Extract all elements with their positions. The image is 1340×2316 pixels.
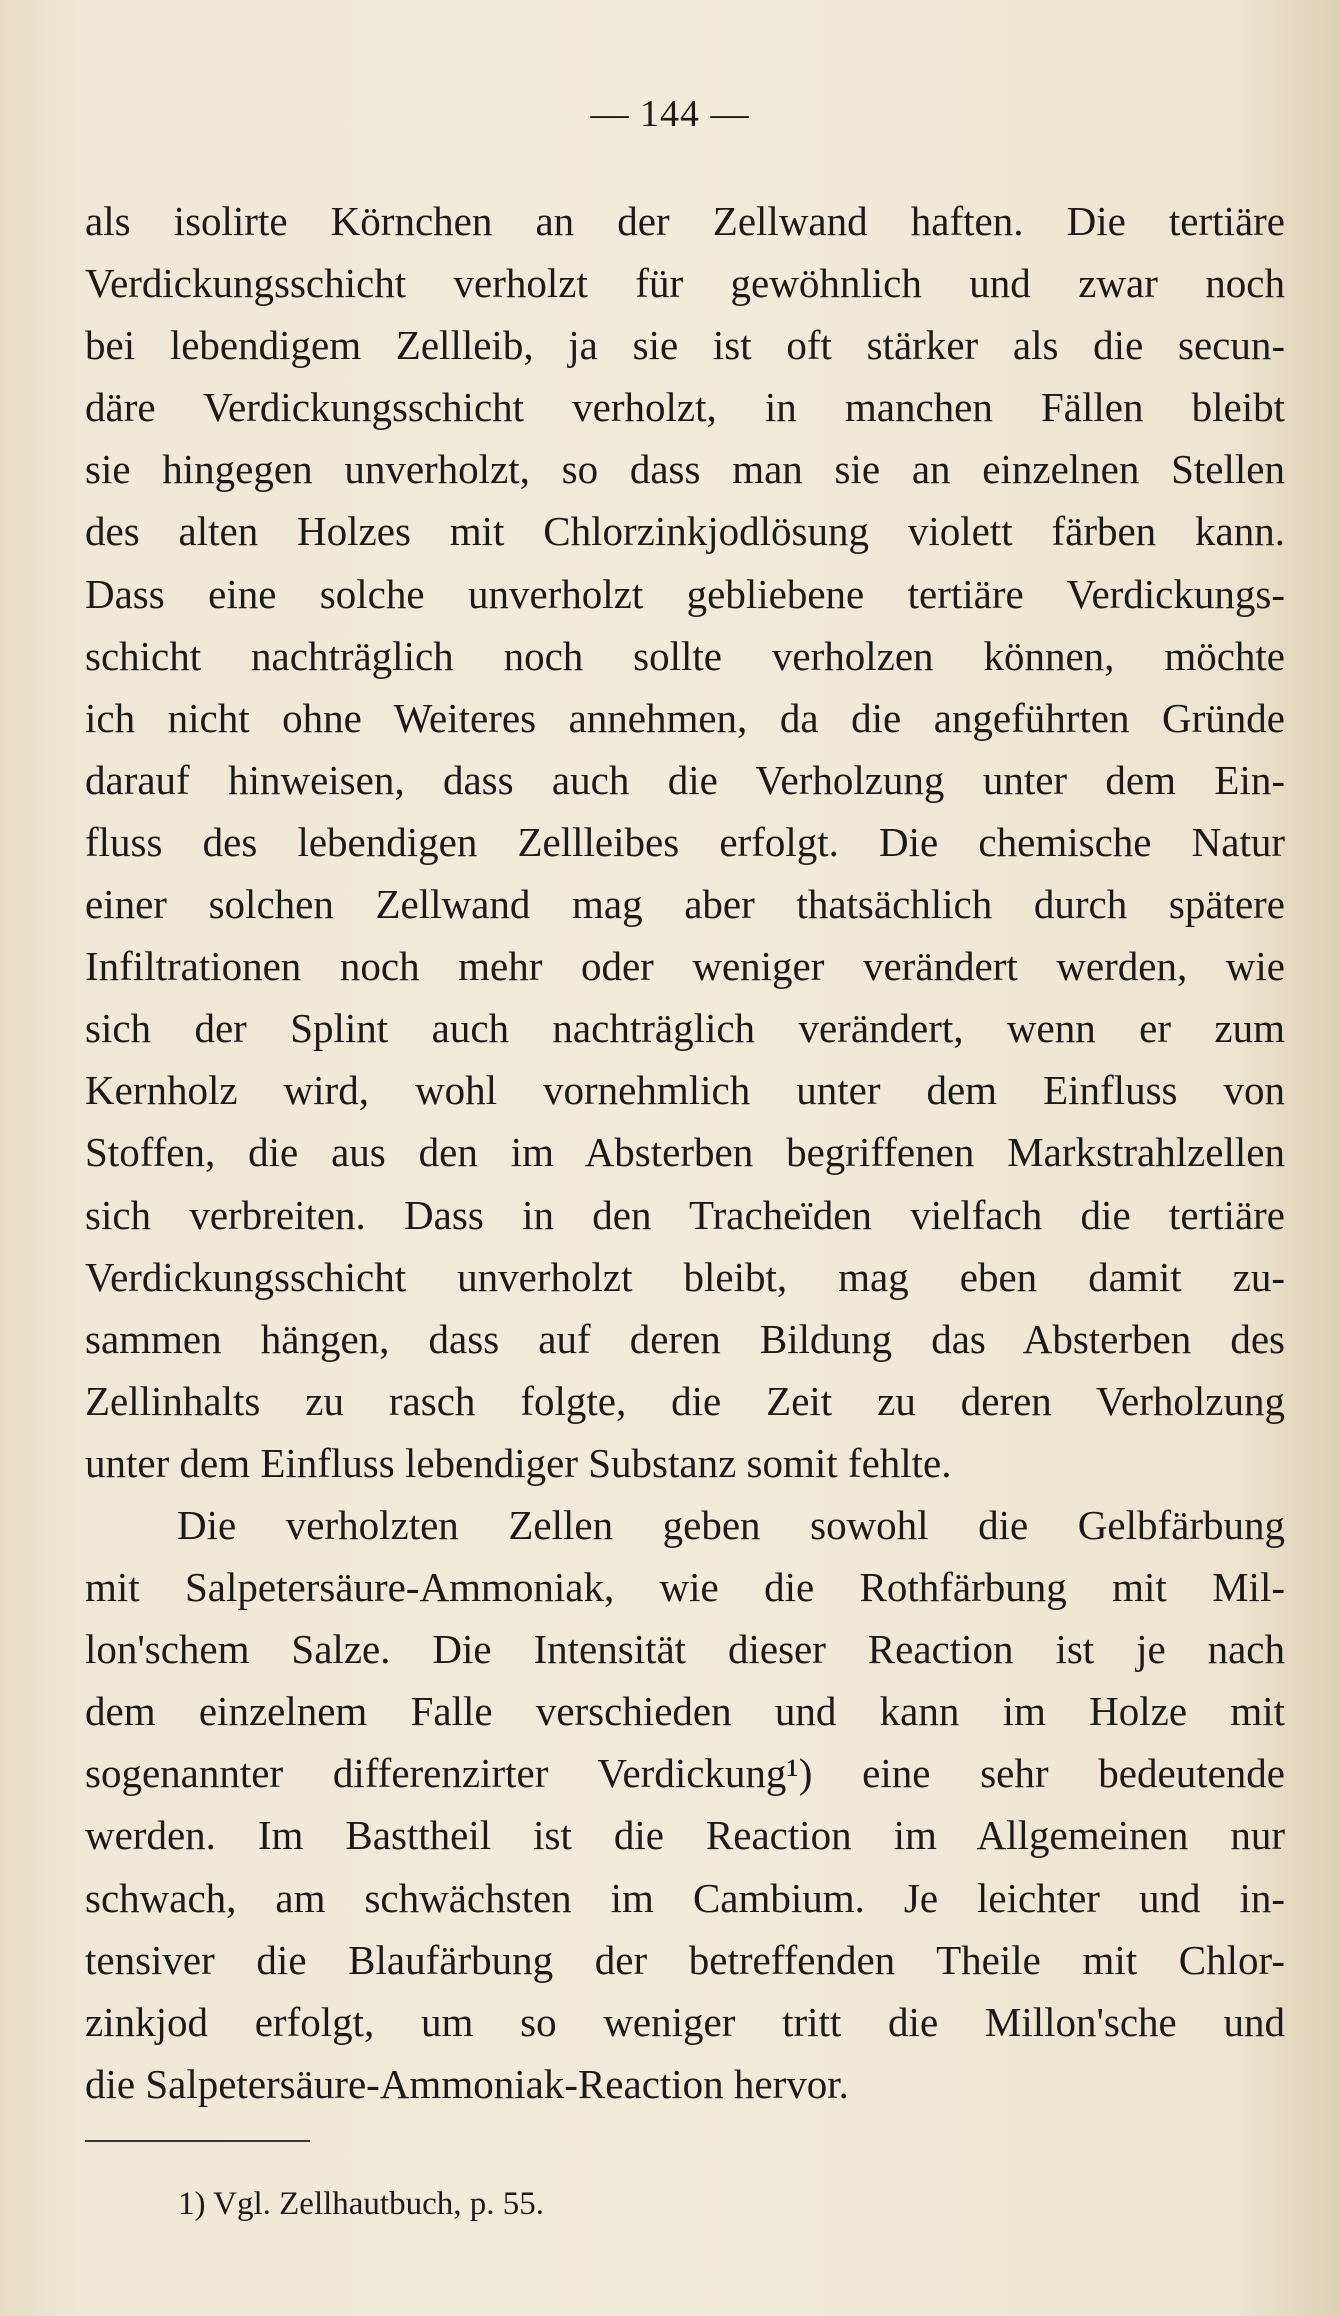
text-line: sogenannter differenzirter Verdickung¹) eine sehr bedeutende (85, 1750, 1285, 1797)
text-line: ich nicht ohne Weiteres annehmen, da die angeführten Gründe (85, 694, 1285, 741)
text-line: Zellinhalts zu rasch folgte, die Zeit zu deren Verholzung (85, 1377, 1285, 1424)
text-line: unter dem Einfluss lebendiger Substanz somit fehlte. (85, 1439, 952, 1486)
text-line: werden. Im Basttheil ist die Reaction im Allgemeinen nur (85, 1812, 1285, 1859)
text-line: zinkjod erfolgt, um so weniger tritt die Millon'sche und (85, 1998, 1285, 2045)
text-line: Stoffen, die aus den im Absterben begriffenen Markstrahlzellen (85, 1129, 1285, 1176)
text-line: lon'schem Salze. Die Intensität dieser Reaction ist je nach (85, 1626, 1285, 1673)
text-line: däre Verdickungsschicht verholzt, in manchen Fällen bleibt (85, 384, 1285, 431)
text-line: schicht nachträglich noch sollte verholzen können, möchte (85, 632, 1285, 679)
text-line: sich verbreiten. Dass in den Tracheïden vielfach die tertiäre (85, 1191, 1285, 1238)
text-line: bei lebendigem Zellleib, ja sie ist oft stärker als die secun- (85, 322, 1285, 369)
text-line: Infiltrationen noch mehr oder weniger verändert werden, wie (85, 943, 1285, 990)
text-line: dem einzelnem Falle verschieden und kann im Holze mit (85, 1688, 1285, 1735)
text-line: Kernholz wird, wohl vornehmlich unter dem Einfluss von (85, 1067, 1285, 1114)
text-line: sie hingegen unverholzt, so dass man sie an einzelnen Stellen (85, 446, 1285, 493)
text-line: Verdickungsschicht verholzt für gewöhnlich und zwar noch (85, 260, 1285, 307)
text-line: des alten Holzes mit Chlorzinkjodlösung violett färben kann. (85, 508, 1285, 555)
main-text (85, 190, 1285, 2115)
footnote-divider (85, 2140, 310, 2142)
text-line: die Salpetersäure-Ammoniak-Reaction hervor. (85, 2060, 849, 2107)
text-line: einer solchen Zellwand mag aber thatsächlich durch spätere (85, 881, 1285, 928)
text-line: tensiver die Blaufärbung der betreffenden Theile mit Chlor- (85, 1936, 1285, 1983)
text-line: sammen hängen, dass auf deren Bildung das Absterben des (85, 1315, 1285, 1362)
text-line: Die verholzten Zellen geben sowohl die Gelbfärbung (177, 1501, 1285, 1548)
text-line: schwach, am schwächsten im Cambium. Je leichter und in- (85, 1874, 1285, 1921)
text-line: Verdickungsschicht unverholzt bleibt, mag eben damit zu- (85, 1253, 1285, 1300)
text-line: mit Salpetersäure-Ammoniak, wie die Rothfärbung mit Mil- (85, 1564, 1285, 1611)
text-line: darauf hinweisen, dass auch die Verholzung unter dem Ein- (85, 756, 1285, 803)
text-line: sich der Splint auch nachträglich verändert, wenn er zum (85, 1005, 1285, 1052)
text-line: fluss des lebendigen Zellleibes erfolgt. Die chemische Natur (85, 818, 1285, 865)
text-line: Dass eine solche unverholzt gebliebene tertiäre Verdickungs- (85, 570, 1285, 617)
text-line: als isolirte Körnchen an der Zellwand haften. Die tertiäre (85, 198, 1285, 244)
page-number: — 144 — (590, 93, 750, 135)
footnote: 1) Vgl. Zellhautbuch, p. 55. (178, 2186, 544, 2222)
